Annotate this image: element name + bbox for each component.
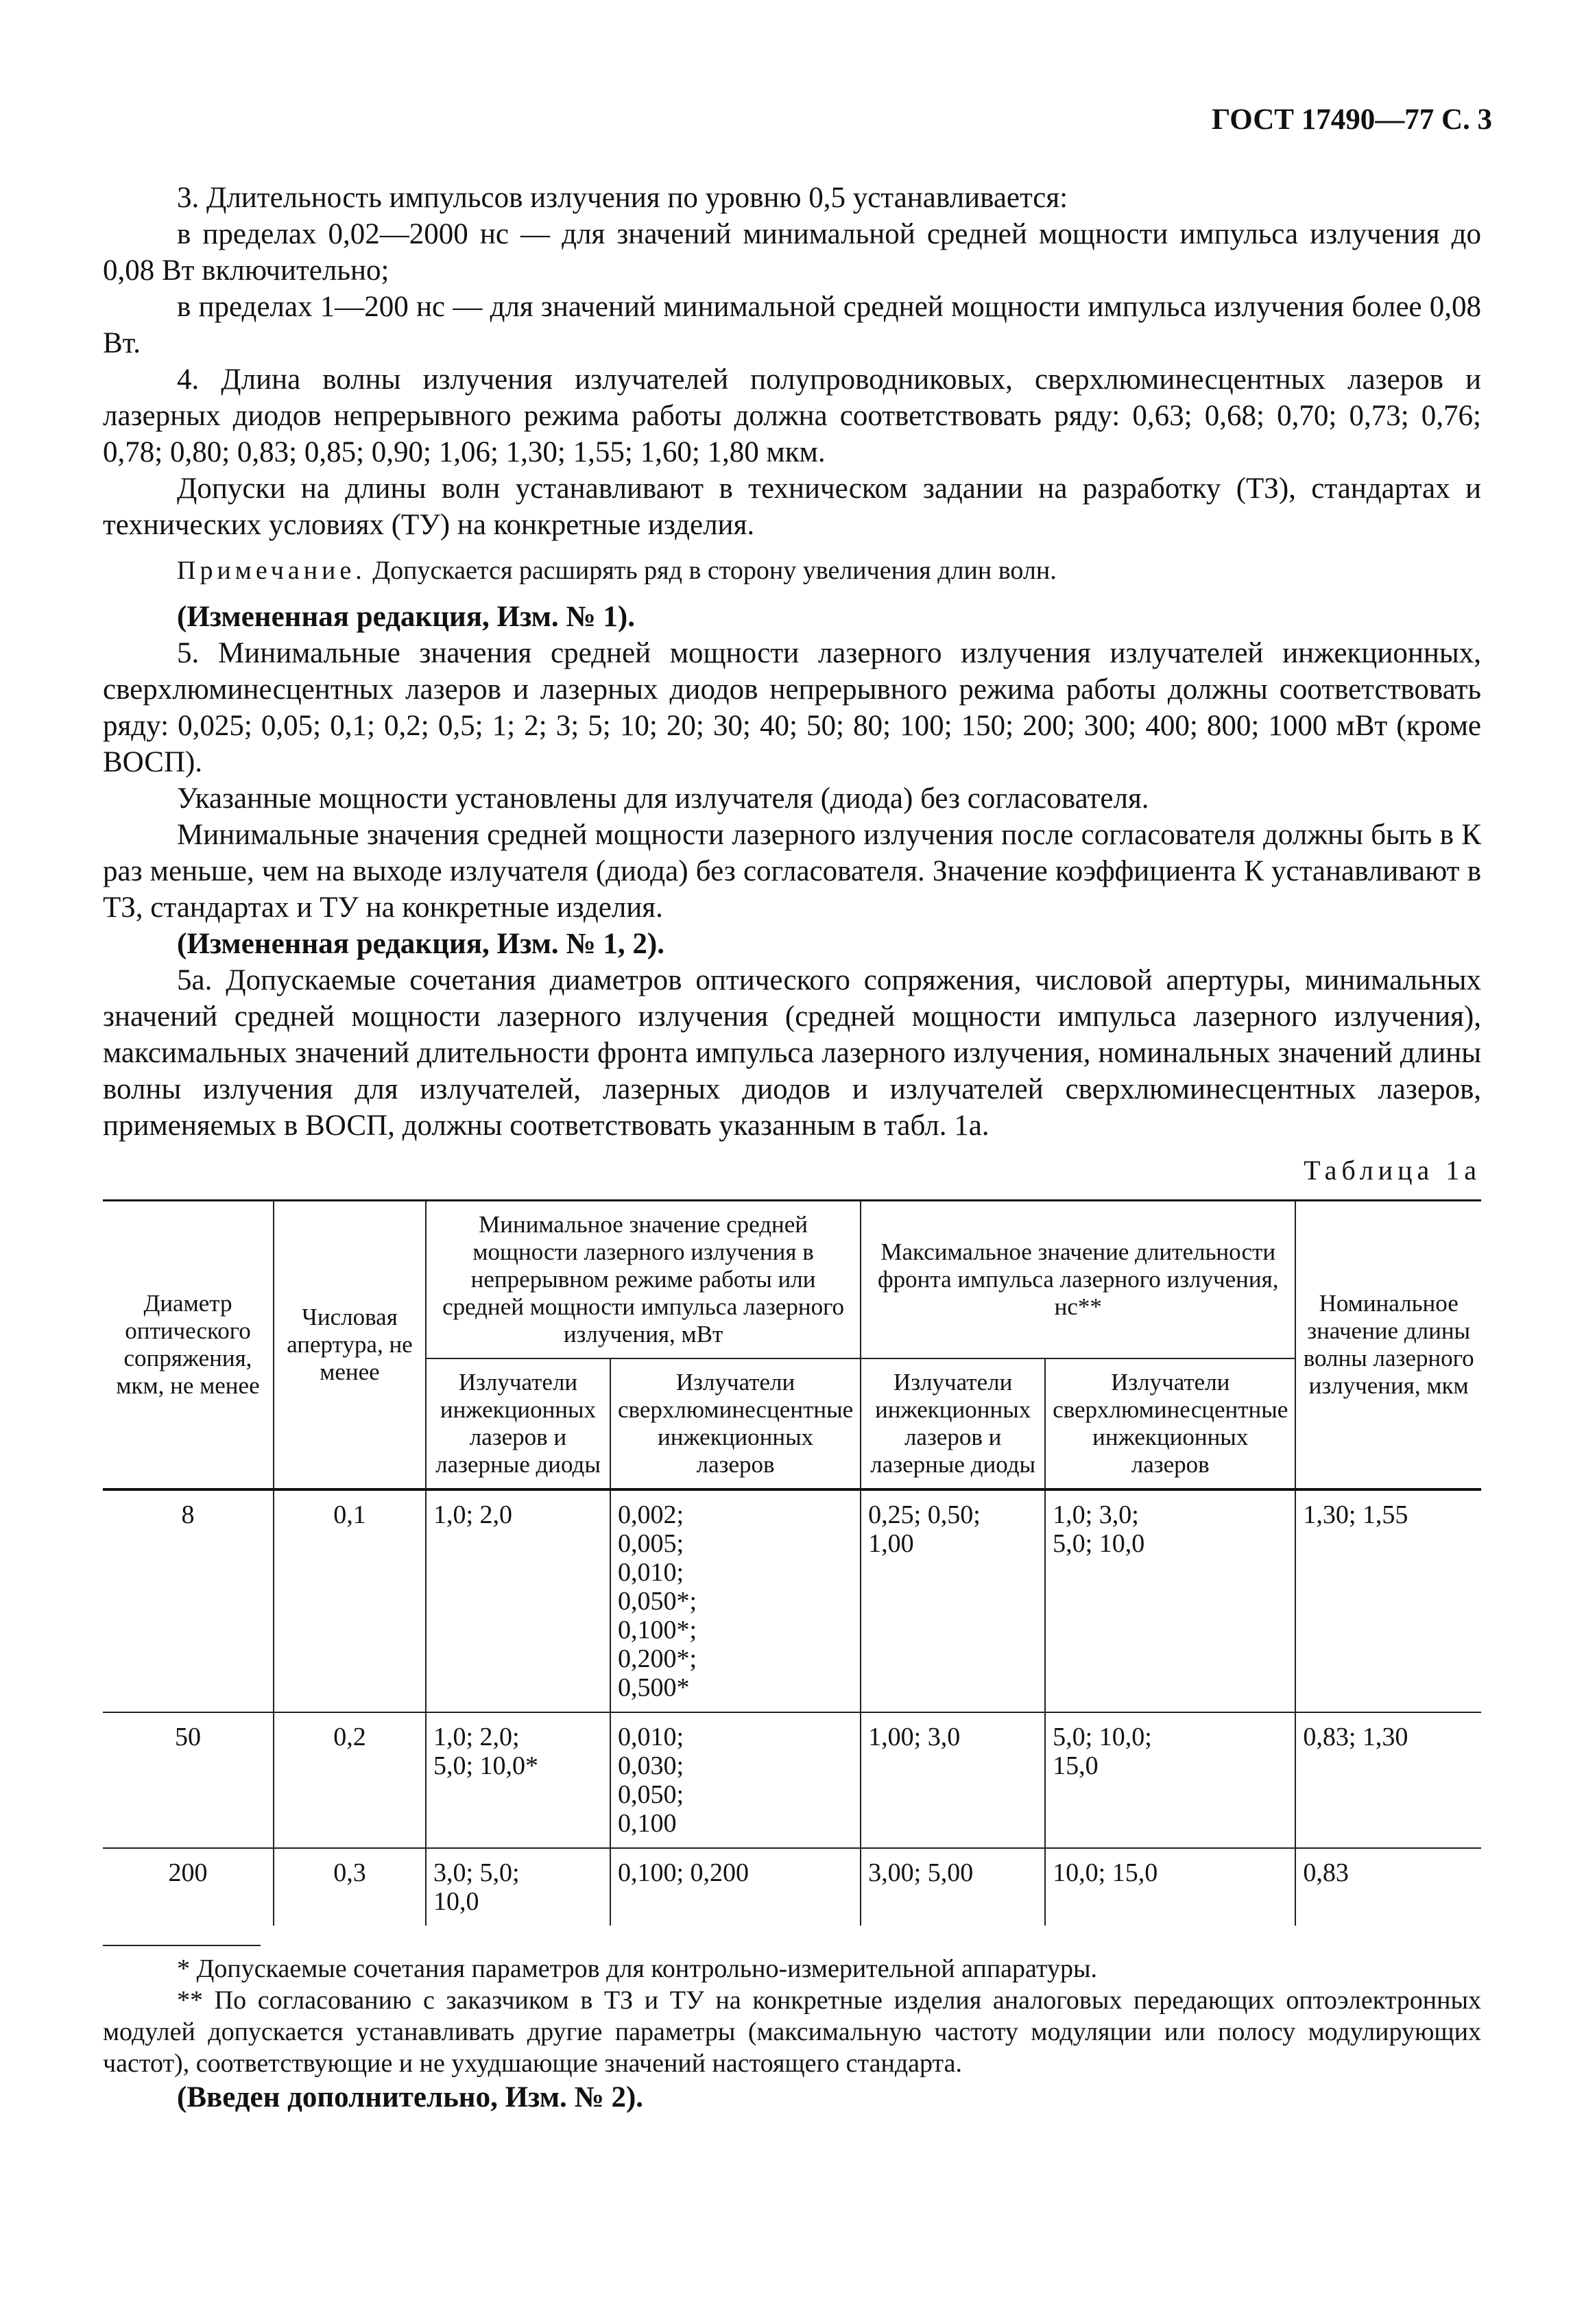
paragraph-5: 5. Минимальные значения средней мощности лазерного излучения излучателей инжекционных, сверхлюминесцентных лазеров и лазерных диодов непрерывного режима работы должны соответствовать ряду: 0,025; 0,05; 0,1; 0,2; 0,5; 1; 2; 3; 5; 10; 20; 30; 40; 50; 80; 100; 150; 200; 300; 400; 800; 1000 мВт (кроме ВОСП). (103, 637, 1481, 778)
cell-front-superluminescent: 10,0; 15,0 (1045, 1848, 1295, 1926)
header-min-power: Минимальное значение средней мощности лазерного излучения в непрерывном режиме работы или средней мощности импульса лазерного излучения, мВт (426, 1201, 861, 1359)
cell-wavelength: 0,83; 1,30 (1295, 1712, 1481, 1848)
paragraph-3-b: в пределах 1—200 нс — для значений минимальной средней мощности импульса излучения более 0,08 Вт. (103, 291, 1481, 359)
cell-wavelength: 0,83 (1295, 1848, 1481, 1926)
cell-diameter: 8 (103, 1489, 274, 1712)
header-max-front: Максимальное значение длительности фронта импульса лазерного излучения, нс** (861, 1201, 1295, 1359)
header-aperture: Числовая апертура, не менее (274, 1201, 426, 1490)
cell-power-injection: 1,0; 2,0 (426, 1489, 610, 1712)
edit-mark-1: (Измененная редакция, Изм. № 1). (177, 601, 635, 633)
cell-front-superluminescent: 5,0; 10,0; 15,0 (1045, 1712, 1295, 1848)
cell-wavelength: 1,30; 1,55 (1295, 1489, 1481, 1712)
header-front-superluminescent: Излучатели сверхлюминесцентные инжекционных лазеров (1045, 1358, 1295, 1489)
cell-power-superluminescent: 0,100; 0,200 (610, 1848, 861, 1926)
cell-aperture: 0,3 (274, 1848, 426, 1926)
header-diameter: Диаметр оптического сопряжения, мкм, не менее (103, 1201, 274, 1490)
page-header: ГОСТ 17490—77 С. 3 (1211, 104, 1492, 136)
cell-power-superluminescent: 0,010; 0,030; 0,050; 0,100 (610, 1712, 861, 1848)
table-row (103, 1489, 1481, 1712)
table-caption: Таблица 1а (1304, 1155, 1481, 1186)
cell-power-injection: 3,0; 5,0; 10,0 (426, 1848, 610, 1926)
paragraph-5a: 5а. Допускаемые сочетания диаметров оптического сопряжения, числовой апертуры, минимальных значений средней мощности лазерного излучения (средней мощности импульса лазерного излучения), максимальных значений длительности фронта импульса лазерного излучения, номинальных значений длины волны излучения для излучателей, лазерных диодов и излучателей сверхлюминесцентных лазеров, применяемых в ВОСП, должны соответствовать указанным в табл. 1а. (103, 964, 1481, 1142)
paragraph-4-tolerance: Допуски на длины волн устанавливают в техническом задании на разработку (ТЗ), стандартах и технических условиях (ТУ) на конкретные изделия. (103, 472, 1481, 541)
cell-power-injection: 1,0; 2,0; 5,0; 10,0* (426, 1712, 610, 1848)
note-text: Допускается расширять ряд в сторону увеличения длин волн. (365, 556, 1057, 585)
note-label: Примечание. (177, 556, 366, 585)
footnote-divider (103, 1945, 261, 1946)
spec-table (103, 1199, 1481, 1926)
paragraph-4: 4. Длина волны излучения излучателей полупроводниковых, сверхлюминесцентных лазеров и лазерных диодов непрерывного режима работы должна соответствовать ряду: 0,63; 0,68; 0,70; 0,73; 0,76; 0,78; 0,80; 0,83; 0,85; 0,90; 1,06; 1,30; 1,55; 1,60; 1,80 мкм. (103, 363, 1481, 468)
table-row (103, 1848, 1481, 1926)
paragraph-3-intro: 3. Длительность импульсов излучения по уровню 0,5 устанавливается: (177, 182, 1068, 214)
table-row (103, 1712, 1481, 1848)
cell-front-injection: 3,00; 5,00 (861, 1848, 1045, 1926)
cell-front-injection: 0,25; 0,50; 1,00 (861, 1489, 1045, 1712)
paragraph-5-c: Минимальные значения средней мощности лазерного излучения после согласователя должны быть в К раз меньше, чем на выходе излучателя (диода) без согласователя. Значение коэффициента К устанавливают в ТЗ, стандартах и ТУ на конкретные изделия. (103, 819, 1481, 924)
closing-edit-mark: (Введен дополнительно, Изм. № 2). (177, 2081, 644, 2113)
edit-mark-1-2: (Измененная редакция, Изм. № 1, 2). (177, 928, 664, 960)
cell-front-superluminescent: 1,0; 3,0; 5,0; 10,0 (1045, 1489, 1295, 1712)
cell-aperture: 0,2 (274, 1712, 426, 1848)
cell-diameter: 200 (103, 1848, 274, 1926)
cell-diameter: 50 (103, 1712, 274, 1848)
note (103, 553, 1481, 589)
header-power-superluminescent: Излучатели сверхлюминесцентные инжекционных лазеров (610, 1358, 861, 1489)
footnote-1: * Допускаемые сочетания параметров для контрольно-измерительной аппаратуры. (177, 1954, 1098, 1983)
paragraph-3-a: в пределах 0,02—2000 нс — для значений минимальной средней мощности импульса излучения до 0,08 Вт включительно; (103, 218, 1481, 287)
header-power-injection: Излучатели инжекционных лазеров и лазерные диоды (426, 1358, 610, 1489)
document-body (103, 180, 1481, 2116)
cell-power-superluminescent: 0,002; 0,005; 0,010; 0,050*; 0,100*; 0,200*; 0,500* (610, 1489, 861, 1712)
cell-front-injection: 1,00; 3,0 (861, 1712, 1045, 1848)
paragraph-5-b: Указанные мощности установлены для излучателя (диода) без согласователя. (177, 782, 1149, 815)
header-wavelength: Номинальное значение длины волны лазерного излучения, мкм (1295, 1201, 1481, 1490)
footnote-2: ** По согласованию с заказчиком в ТЗ и ТУ на конкретные изделия аналоговых передающих оптоэлектронных модулей допускается устанавливать другие параметры (максимальную частоту модуляции или полосу модулирующих частот), соответствующие и не ухудшающие значений настоящего стандарта. (103, 1986, 1481, 2078)
header-front-injection: Излучатели инжекционных лазеров и лазерные диоды (861, 1358, 1045, 1489)
cell-aperture: 0,1 (274, 1489, 426, 1712)
